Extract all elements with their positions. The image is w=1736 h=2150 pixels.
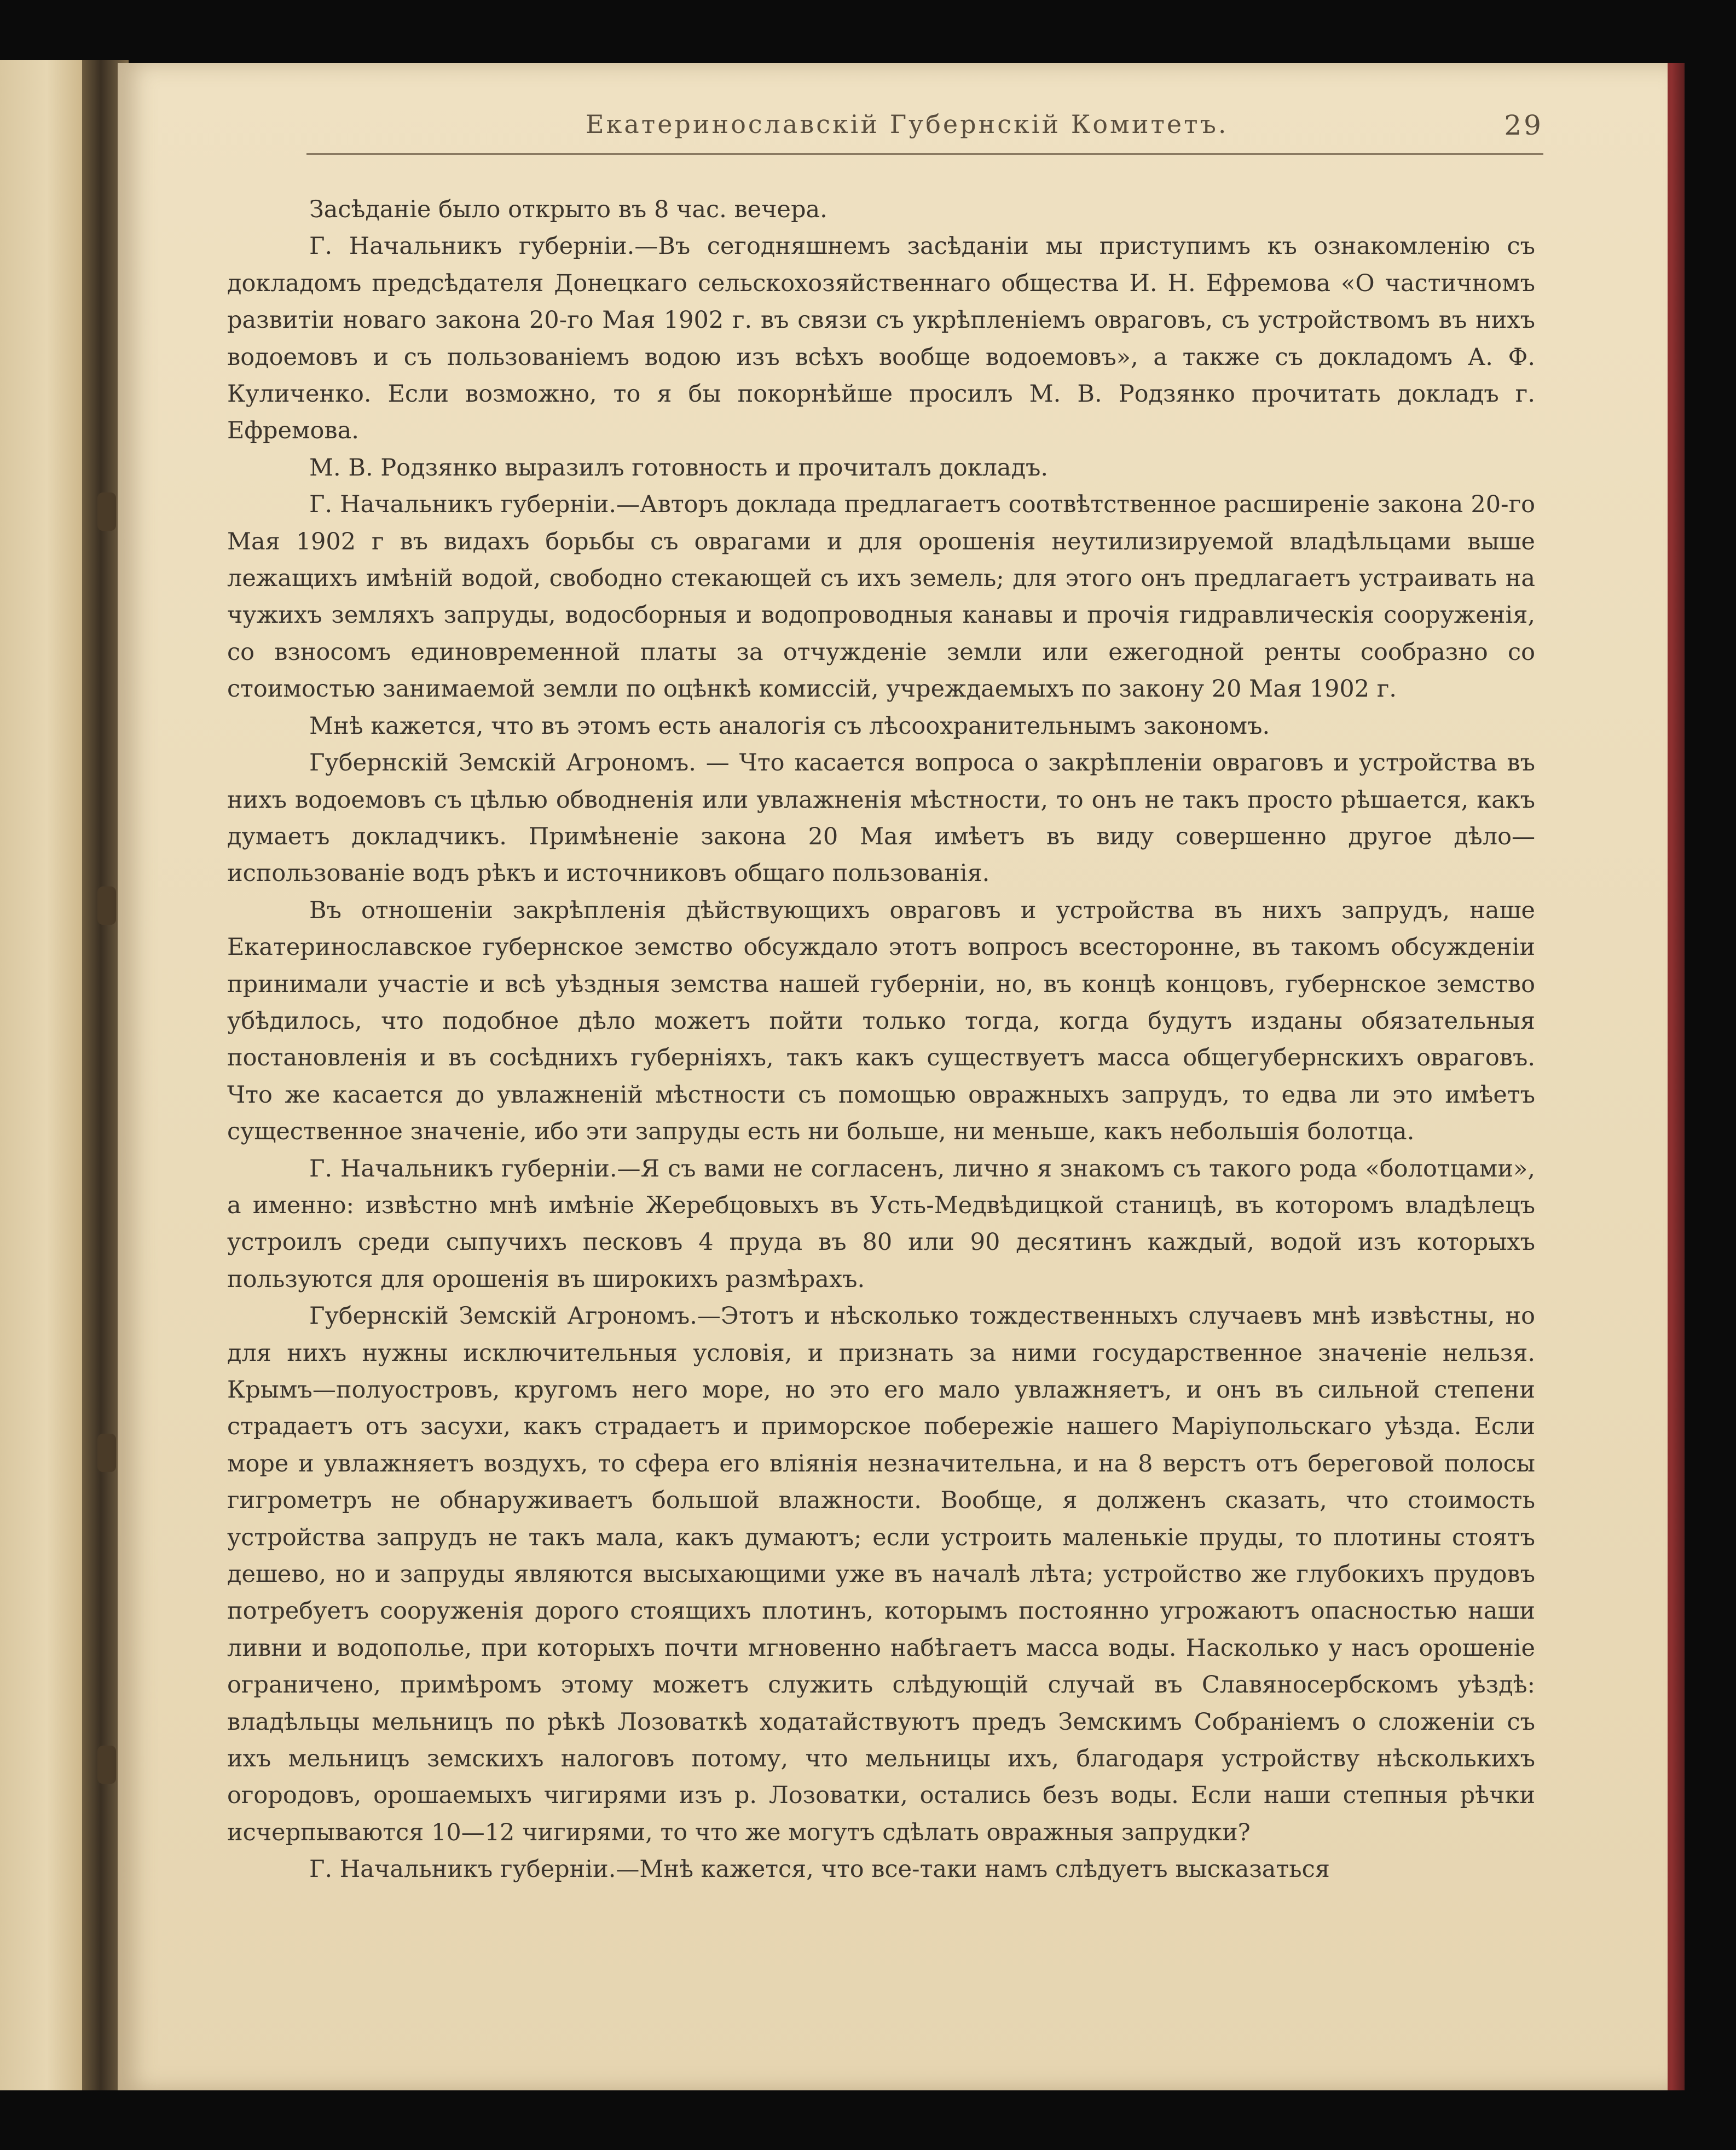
body-text: [227, 192, 1535, 1888]
paragraph: Губернскій Земскій Агрономъ.—Этотъ и нѣсколько тождественныхъ случаевъ мнѣ извѣстны, но для нихъ нужны исключительныя условія, и признать за ними государственное значеніе нельзя. Крымъ—полуостровъ, кругомъ него море, но это его мало увлажняетъ, и онъ въ сильной степени страдаетъ отъ засухи, какъ страдаетъ и приморское побережіе нашего Маріупольскаго уѣзда. Если море и увлажняетъ воздухъ, то сфера его вліянія незначительна, и на 8 верстъ отъ береговой полосы гигрометръ не обнаруживаетъ большой влажности. Вообще, я долженъ сказать, что стоимость устройства запрудъ не такъ мала, какъ думаютъ; если устроить маленькіе пруды, то плотины стоятъ дешево, но и запруды являются высыхающими уже въ началѣ лѣта; устройство же глубокихъ прудовъ потребуетъ сооруженія дорого стоящихъ плотинъ, которымъ постоянно угрожаютъ опасностью наши ливни и водополье, при которыхъ почти мгновенно набѣгаетъ масса воды. Насколько у насъ орошеніе ограничено, примѣромъ этому можетъ служить слѣдующій случай въ Славяносербскомъ уѣздѣ: владѣльцы мельницъ по рѣкѣ Лозоваткѣ ходатайствуютъ предъ Земскимъ Собраніемъ о сложеніи съ ихъ мельницъ земскихъ налоговъ потому, что мельницы ихъ, благодаря устройству нѣсколькихъ огородовъ, орошаемыхъ чигирями изъ р. Лозоватки, остались безъ воды. Если наши степныя рѣчки исчерпываются 10—12 чигирями, то что же могутъ сдѣлать овражныя запрудки?: [227, 1302, 1535, 1846]
page-header: [580, 109, 1543, 148]
paragraph: Въ отношеніи закрѣпленія дѣйствующихъ овраговъ и устройства въ нихъ запрудъ, наше Екатеринославское губернское земство обсуждало этотъ вопросъ всесторонне, въ такомъ обсужденіи принимали участіе и всѣ уѣздныя земства нашей губерніи, но, въ концѣ концовъ, губернское земство убѣдилось, что подобное дѣло можетъ пойти только тогда, когда будутъ изданы обязательныя постановленія и въ сосѣднихъ губерніяхъ, такъ какъ существуетъ масса общегубернскихъ овраговъ. Что же касается до увлажненій мѣстности съ помощью овражныхъ запрудъ, то едва ли это имѣетъ существенное значеніе, ибо эти запруды есть ни больше, ни меньше, какъ небольшія болотца.: [227, 896, 1535, 1146]
paragraph: Г. Начальникъ губерніи.—Авторъ доклада предлагаетъ соотвѣтственное расширеніе закона 20-го Мая 1902 г въ видахъ борьбы съ оврагами и для орошенія неутилизируемой владѣльцами выше лежащихъ имѣній водой, свободно стекающей съ ихъ земель; для этого онъ предлагаетъ устраивать на чужихъ земляхъ запруды, водосборныя и водопроводныя канавы и прочія гидравлическія сооруженія, со взносомъ единовременной платы за отчужденіе земли или ежегодной ренты сообразно со стоимостью занимаемой земли по оцѣнкѣ комиссій, учреждаемыхъ по закону 20 Мая 1902 г.: [227, 491, 1535, 703]
paragraph: М. В. Родзянко выразилъ готовность и прочиталъ докладъ.: [309, 454, 1049, 482]
binding-stitch: [97, 1434, 116, 1472]
paragraph: Мнѣ кажется, что въ этомъ есть аналогія съ лѣсоохранительнымъ закономъ.: [309, 712, 1270, 740]
paragraph: Засѣданіе было открыто въ 8 час. вечера.: [309, 196, 828, 223]
binding-stitch: [97, 492, 116, 531]
paragraph: Губернскій Земскій Агрономъ. — Что касается вопроса о закрѣпленіи овраговъ и устройства въ нихъ водоемовъ съ цѣлью обводненія или увлажненія мѣстности, то онъ не такъ просто рѣшается, какъ думаетъ докладчикъ. Примѣненіе закона 20 Мая имѣетъ въ виду совершенно другое дѣло—использованіе водъ рѣкъ и источниковъ общаго пользованія.: [227, 749, 1535, 888]
page-number: 29: [1504, 109, 1543, 141]
paragraph: Г. Начальникъ губерніи.—Мнѣ кажется, что все-таки намъ слѣдуетъ высказаться: [309, 1856, 1330, 1884]
header-rule: [306, 153, 1543, 155]
binding-stitch: [97, 886, 116, 925]
paragraph: Г. Начальникъ губерніи.—Я съ вами не согласенъ, лично я знакомъ съ такого рода «болотцами», а именно: извѣстно мнѣ имѣніе Жеребцовыхъ въ Усть-Медвѣдицкой станицѣ, въ которомъ владѣлецъ устроилъ среди сыпучихъ песковъ 4 пруда въ 80 или 90 десятинъ каждый, водой изъ которыхъ пользуются для орошенія въ широкихъ размѣрахъ.: [227, 1155, 1535, 1293]
running-title: Екатеринославскій Губернскій Комитетъ.: [586, 109, 1229, 139]
paragraph: Г. Начальникъ губерніи.—Въ сегодняшнемъ засѣданіи мы приступимъ къ ознакомленію съ докладомъ предсѣдателя Донецкаго сельскохозяйственнаго общества И. Н. Ефремова «О частичномъ развитіи новаго закона 20-го Мая 1902 г. въ связи съ укрѣпленіемъ овраговъ, съ устройствомъ въ нихъ водоемовъ и съ пользованіемъ водою изъ всѣхъ вообще водоемовъ», а также съ докладомъ А. Ф. Куличенко. Если возможно, то я бы покорнѣйше просилъ М. В. Родзянко прочитать докладъ г. Ефремова.: [227, 233, 1535, 445]
binding-stitch: [97, 1746, 116, 1784]
